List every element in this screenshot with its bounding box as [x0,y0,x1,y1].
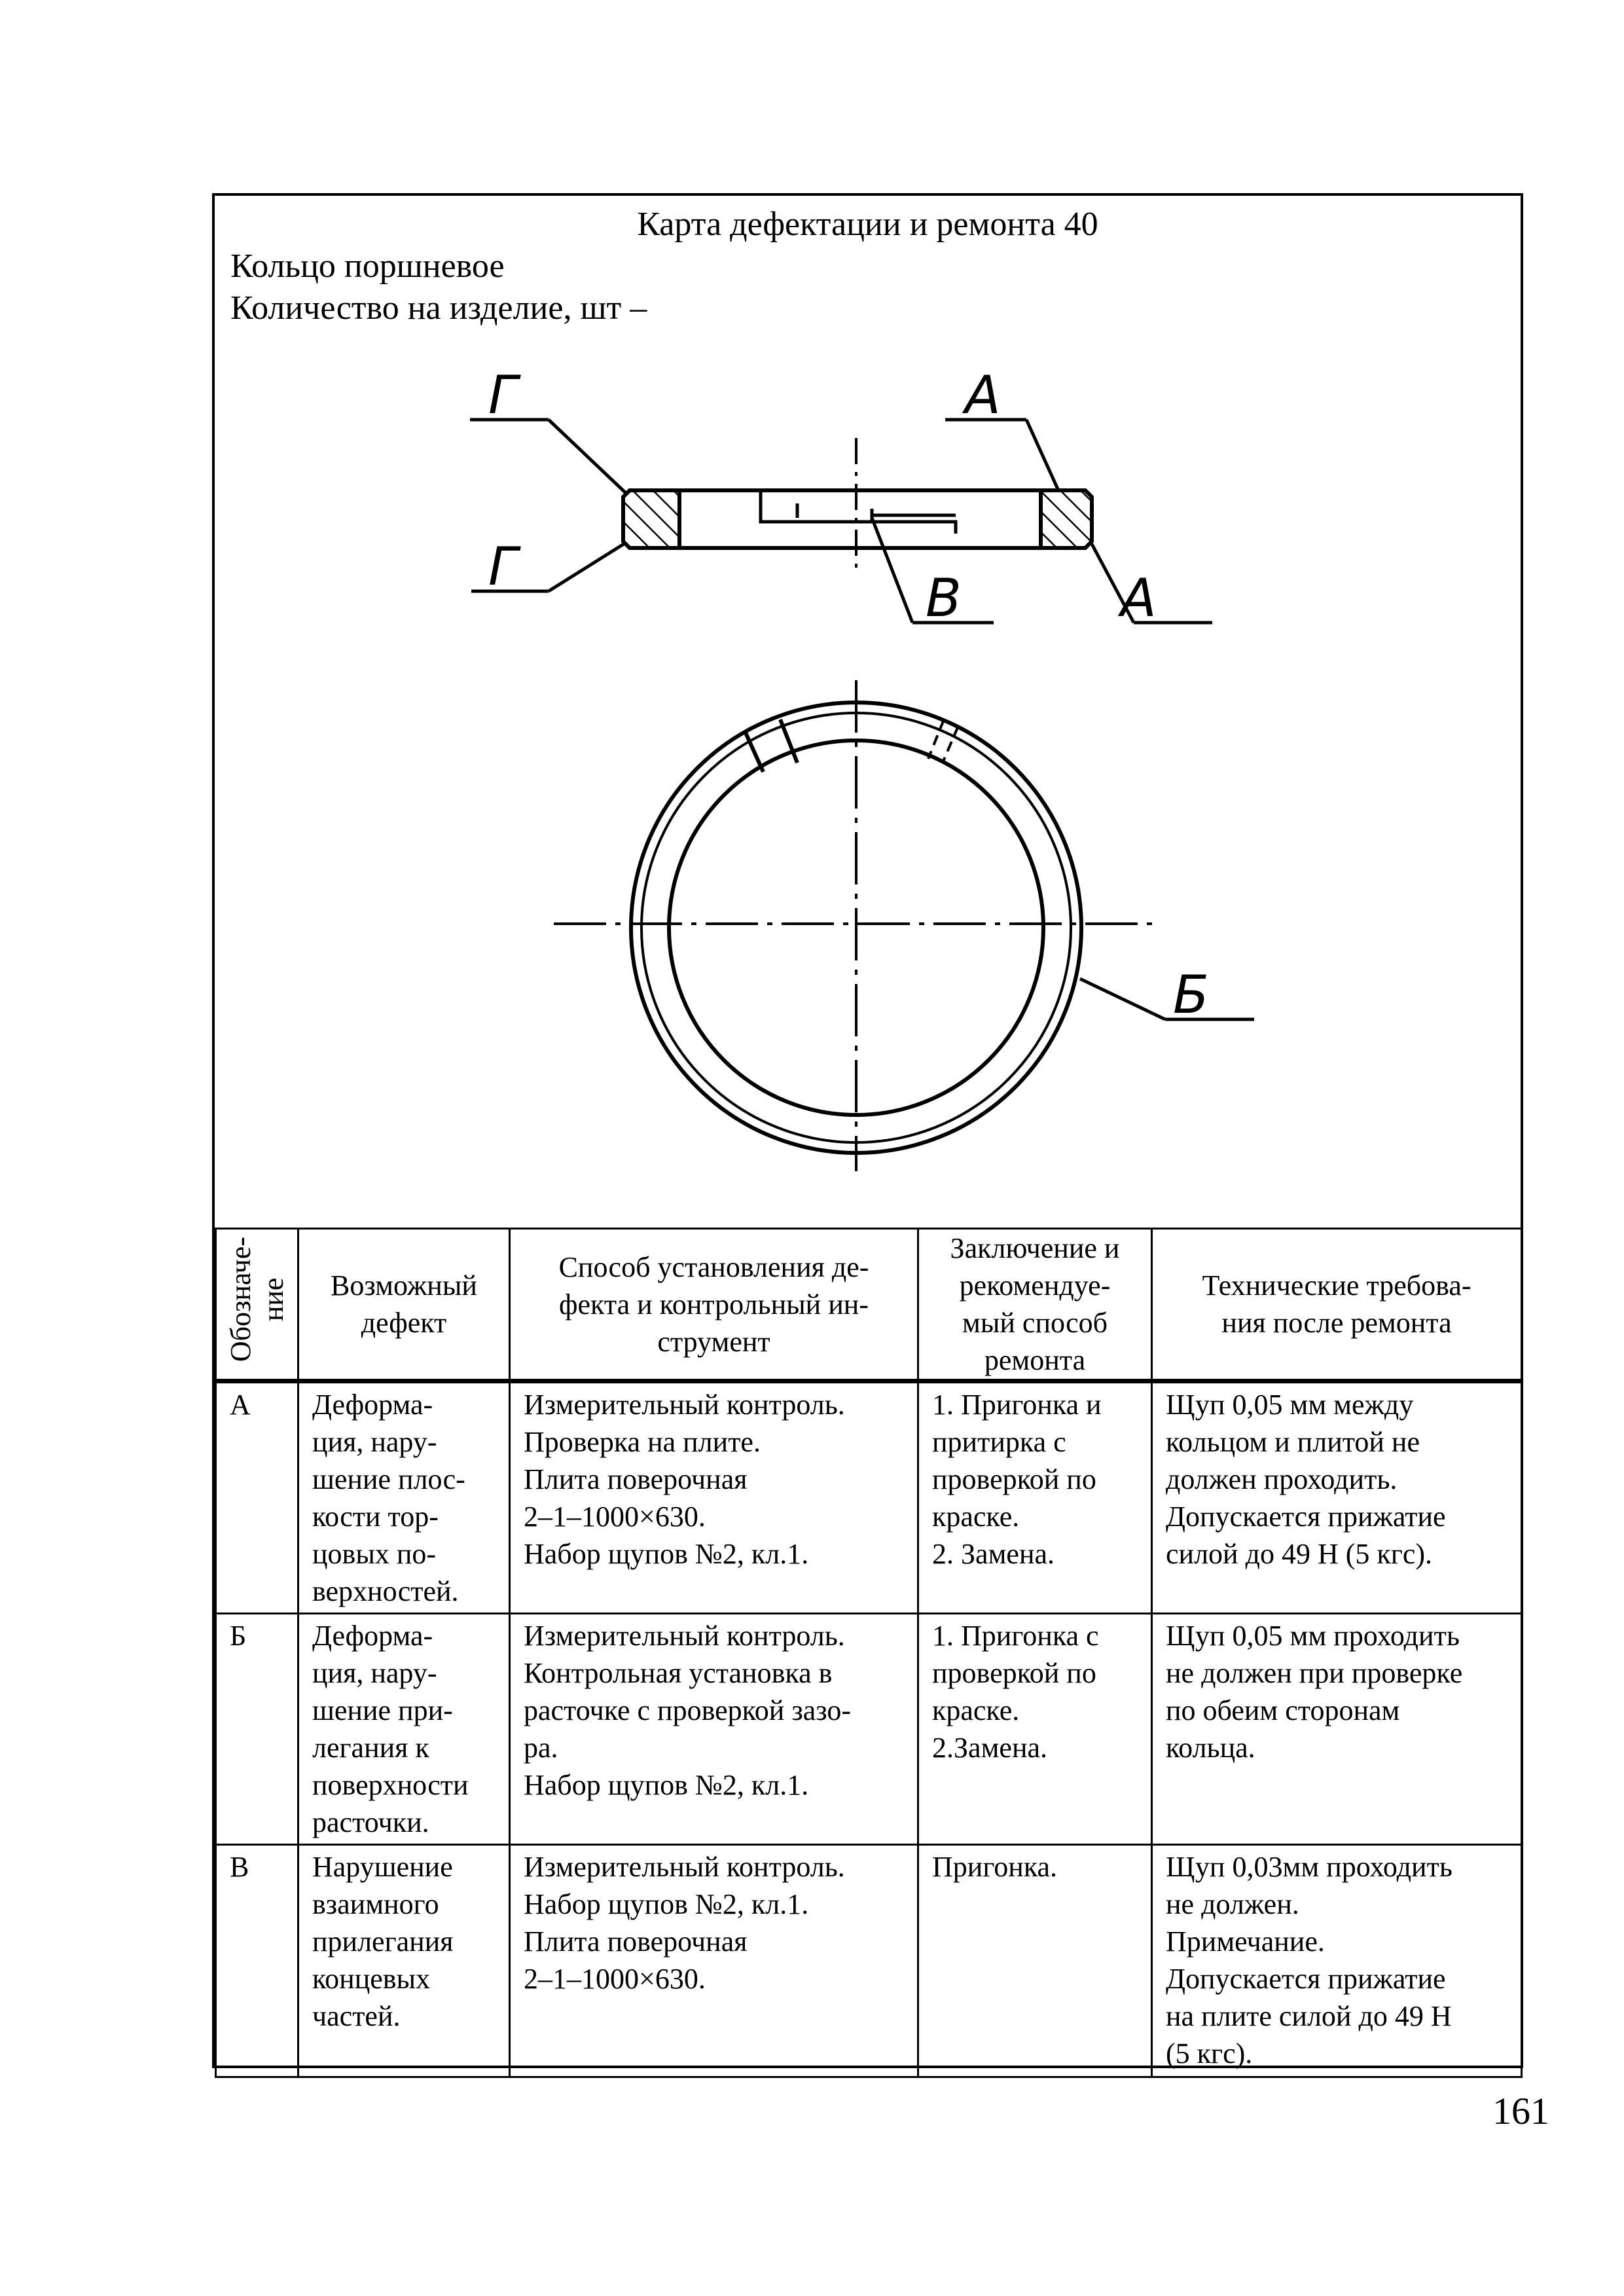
table-row [216,1845,1522,2077]
header-designation: Обозначе- ние [216,1229,298,1381]
label-a-top: А [965,365,1001,426]
cell-defect: Деформа- ция, нару- шение при- легания к поверхности расточки. [298,1614,510,1845]
header-method: Способ установления де- фекта и контрольный ин- струмент [510,1229,918,1381]
label-g-bottom: Г [488,536,518,597]
cell-requirements: Щуп 0,03мм проходить не должен. Примечание. Допускается прижатие на плите силой до 49 Н (5 кгс). [1152,1845,1522,2077]
table-row [216,1381,1522,1614]
label-a-bottom: А [1121,568,1157,629]
cell-requirements: Щуп 0,05 мм проходить не должен при проверке по обеим сторонам кольца. [1152,1614,1522,1845]
defect-table [215,1228,1523,2078]
label-v: В [926,568,962,629]
right-section-hatch [1041,490,1092,548]
cell-requirements: Щуп 0,05 мм между кольцом и плитой не должен проходить. Допускается прижатие силой до 49 Н (5 кгс). [1152,1381,1522,1614]
ring-drawing [215,196,1521,1228]
defect-card [212,193,1523,2068]
label-b: Б [1173,964,1209,1025]
cell-designation: Б [216,1614,298,1845]
left-section-hatch [623,490,679,548]
cell-method: Измерительный контроль. Набор щупов №2, кл.1. Плита поверочная 2–1–1000×630. [510,1845,918,2077]
cell-designation: В [216,1845,298,2077]
table-row [216,1614,1522,1845]
label-g-top: Г [488,365,518,426]
page-number: 161 [1492,2090,1549,2132]
ring-section-view [470,420,1212,623]
ring-plan-view [554,680,1254,1171]
cell-designation: А [216,1381,298,1614]
quantity-line: Количество на изделие, шт – [230,289,647,327]
table-header-row [216,1229,1522,1381]
part-name: Кольцо поршневое [230,247,505,285]
header-defect: Возможный дефект [298,1229,510,1381]
header-conclusion: Заключение и рекомендуе- мый способ ремонта [918,1229,1152,1381]
cell-conclusion: 1. Пригонка и притирка с проверкой по краске. 2. Замена. [918,1381,1152,1614]
header-requirements: Технические требова- ния после ремонта [1152,1229,1522,1381]
cell-conclusion: Пригонка. [918,1845,1152,2077]
cell-method: Измерительный контроль. Проверка на плите. Плита поверочная 2–1–1000×630. Набор щупов №2, кл.1. [510,1381,918,1614]
cell-defect: Нарушение взаимного прилегания концевых частей. [298,1845,510,2077]
cell-defect: Деформа- ция, нару- шение плос- кости тор- цовых по- верхностей. [298,1381,510,1614]
card-title: Карта дефектации и ремонта 40 [637,206,1098,243]
cell-conclusion: 1. Пригонка с проверкой по краске. 2.Замена. [918,1614,1152,1845]
cell-method: Измерительный контроль. Контрольная установка в расточке с проверкой зазо- ра. Набор щупов №2, кл.1. [510,1614,918,1845]
